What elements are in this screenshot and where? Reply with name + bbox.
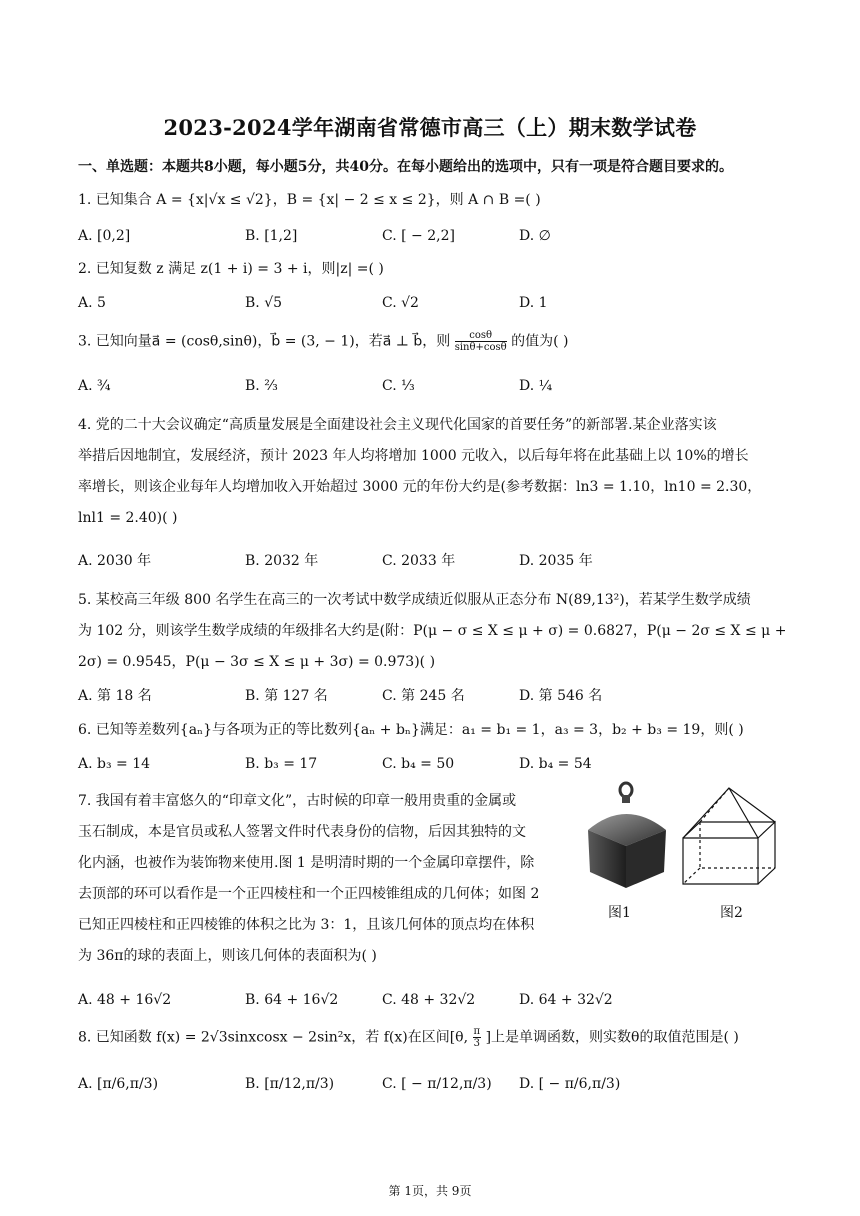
option-c[interactable]: C. √2 <box>382 295 419 311</box>
option-d[interactable]: D. b₄ = 54 <box>519 756 592 772</box>
question-3-stem-b: 的值为( ) <box>511 333 569 350</box>
question-7-line-5: 已知正四棱柱和正四棱锥的体积之比为 3：1，且该几何体的顶点均在体积 <box>78 917 535 933</box>
question-8-stem-a: 8. 已知函数 f(x) = 2√3sinxcosx − 2sin²x，若 f(x)在区间[θ, <box>78 1029 469 1046</box>
question-8-stem-b: ]上是单调函数，则实数θ的取值范围是( ) <box>485 1029 739 1046</box>
option-d[interactable]: D. 第 546 名 <box>519 688 603 704</box>
question-3-stem <box>78 330 569 353</box>
option-d[interactable]: D. 1 <box>519 295 548 311</box>
question-3-stem-a: 3. 已知向量a⃗ = (cosθ,sinθ)，b⃗ = (3, − 1)，若a⃗ ⊥ b⃗，则 <box>78 333 451 350</box>
option-b[interactable]: B. b₃ = 17 <box>245 756 318 772</box>
question-7-figures <box>578 780 788 930</box>
option-c[interactable]: C. b₄ = 50 <box>382 756 455 772</box>
question-1-stem: 1. 已知集合 A = {x|√x ≤ √2}，B = {x| − 2 ≤ x ≤ 2}，则 A ∩ B =( ) <box>78 192 541 208</box>
fraction-numerator: π <box>473 1026 481 1037</box>
option-a[interactable]: A. 2030 年 <box>78 553 152 569</box>
option-b[interactable]: B. [1,2] <box>245 228 298 244</box>
question-7-line-4: 去顶部的环可以看作是一个正四棱柱和一个正四棱锥组成的几何体；如图 2 <box>78 886 540 902</box>
option-b[interactable]: B. 第 127 名 <box>245 688 328 704</box>
option-c[interactable]: C. 2033 年 <box>382 553 456 569</box>
option-d[interactable]: D. 2035 年 <box>519 553 593 569</box>
question-7-text <box>78 786 574 972</box>
question-5-line-1: 5. 某校高三年级 800 名学生在高三的一次考试中数学成绩近似服从正态分布 N(89,13²)，若某学生数学成绩 <box>78 592 751 608</box>
option-a[interactable]: A. [0,2] <box>78 228 131 244</box>
question-5-line-2: 为 102 分，则该学生数学成绩的年级排名大约是(附：P(μ − σ ≤ X ≤ μ + σ) = 0.6827，P(μ − 2σ ≤ X ≤ μ + <box>78 623 787 639</box>
question-4-line-3: 率增长，则该企业每年人均增加收入开始超过 3000 元的年份大约是(参考数据：ln3 = 1.10，ln10 = 2.30， <box>78 479 762 495</box>
option-c[interactable]: C. 48 + 32√2 <box>382 992 476 1008</box>
option-b[interactable]: B. [π/12,π/3) <box>245 1076 335 1092</box>
option-b[interactable]: B. ⅔ <box>245 378 278 394</box>
option-b[interactable]: B. 64 + 16√2 <box>245 992 339 1008</box>
fraction-numerator: cosθ <box>455 330 507 342</box>
question-2-stem: 2. 已知复数 z 满足 z(1 + i) = 3 + i，则|z| =( ) <box>78 261 384 277</box>
fraction <box>455 330 507 353</box>
option-a[interactable]: A. 第 18 名 <box>78 688 152 704</box>
option-c[interactable]: C. [ − 2,2] <box>382 228 455 244</box>
option-a[interactable]: A. 5 <box>78 295 106 311</box>
question-4-line-2: 举措后因地制宜，发展经济，预计 2023 年人均将增加 1000 元收入，以后每年将在此基础上以 10%的增长 <box>78 448 749 464</box>
question-7-line-1: 7. 我国有着丰富悠久的“印章文化”，古时候的印章一般用贵重的金属或 <box>78 793 517 809</box>
option-b[interactable]: B. √5 <box>245 295 283 311</box>
option-c[interactable]: C. ⅓ <box>382 378 415 394</box>
option-c[interactable]: C. 第 245 名 <box>382 688 465 704</box>
question-4-line-4: lnl1 = 2.40)( ) <box>78 510 178 526</box>
fraction-denominator: 3 <box>473 1038 480 1049</box>
option-a[interactable]: A. [π/6,π/3) <box>78 1076 159 1092</box>
option-a[interactable]: A. 48 + 16√2 <box>78 992 172 1008</box>
fraction <box>473 1026 482 1049</box>
question-8-stem <box>78 1026 739 1049</box>
option-a[interactable]: A. ¾ <box>78 378 111 394</box>
page-title: 2023-2024学年湖南省常德市高三（上）期末数学试卷 <box>163 115 697 140</box>
option-c[interactable]: C. [ − π/12,π/3) <box>382 1076 492 1092</box>
fraction-denominator: sinθ+cosθ <box>454 342 507 353</box>
figure-1-label: 图1 <box>608 905 631 921</box>
option-d[interactable]: D. ¼ <box>519 378 553 394</box>
option-b[interactable]: B. 2032 年 <box>245 553 319 569</box>
question-7-line-3: 化内涵，也被作为装饰物来使用.图 1 是明清时期的一个金属印章摆件，除 <box>78 855 535 871</box>
question-7-line-2: 玉石制成，本是官员或私人签署文件时代表身份的信物，后因其独特的文 <box>78 824 526 840</box>
figure-2-label: 图2 <box>720 905 743 921</box>
question-4-line-1: 4. 党的二十大会议确定“高质量发展是全面建设社会主义现代化国家的首要任务”的新部署.某企业落实该 <box>78 417 717 433</box>
question-5-line-3: 2σ) = 0.9545，P(μ − 3σ ≤ X ≤ μ + 3σ) = 0.973)( ) <box>78 654 436 670</box>
option-d[interactable]: D. 64 + 32√2 <box>519 992 613 1008</box>
option-a[interactable]: A. b₃ = 14 <box>78 756 151 772</box>
question-7-line-6: 为 36π的球的表面上，则该几何体的表面积为( ) <box>78 948 377 964</box>
option-d[interactable]: D. ∅ <box>519 228 551 244</box>
option-d[interactable]: D. [ − π/6,π/3) <box>519 1076 621 1092</box>
section-heading: 一、单选题：本题共8小题，每小题5分，共40分。在每小题给出的选项中，只有一项是符合题目要求的。 <box>78 159 733 175</box>
page-footer: 第 1页，共 9页 <box>388 1184 472 1198</box>
question-6-stem: 6. 已知等差数列{aₙ}与各项为正的等比数列{aₙ + bₙ}满足：a₁ = b₁ = 1，a₃ = 3，b₂ + b₃ = 19，则( ) <box>78 722 744 738</box>
